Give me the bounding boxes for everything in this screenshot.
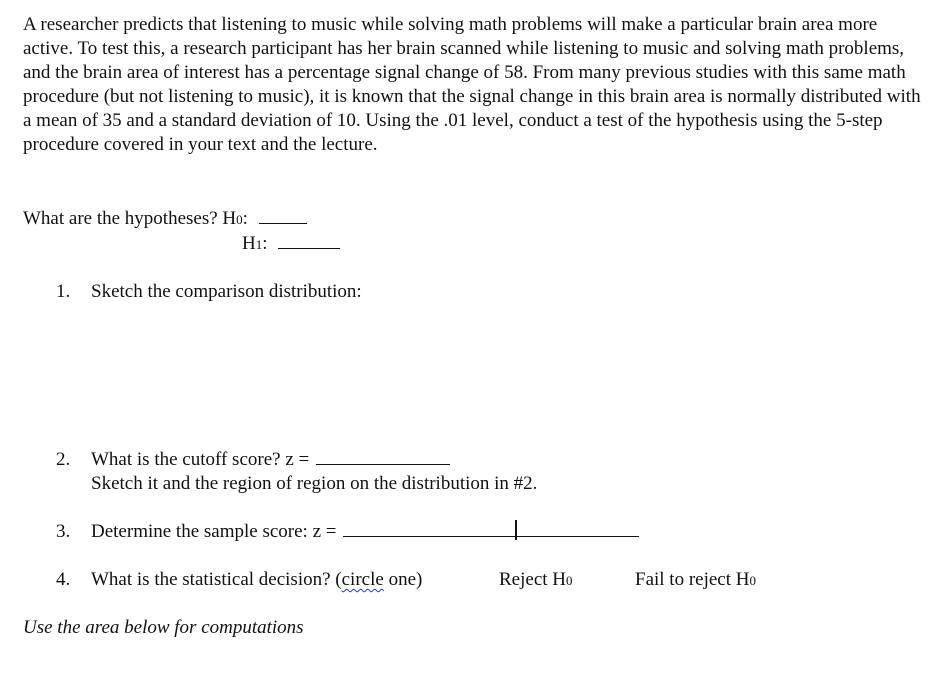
option-fail-subscript: 0 [749,573,756,588]
item-sample-score [91,520,639,544]
option-fail-label: Fail to reject H [635,569,750,590]
item-cutoff-score [91,448,450,472]
h1-label: H [242,233,256,254]
h1-colon: : [262,233,268,254]
hypotheses-h0-line [23,207,307,232]
circle-word: circle [341,569,384,590]
h1-blank[interactable] [278,247,340,249]
option-reject-subscript: 0 [566,573,573,588]
item-sketch-distribution: Sketch the comparison distribution: [91,281,362,302]
item-number-3: 3. [56,521,71,542]
option-reject-label: Reject H [499,569,567,590]
decision-question-end: one) [383,569,423,590]
item-number-4: 4. [56,569,71,590]
item-number-1: 1. [56,281,71,302]
hypotheses-h1-line [242,232,340,257]
item-number-2: 2. [56,449,71,470]
cutoff-question: What is the cutoff score? z = [91,449,310,470]
computations-note: Use the area below for computations [23,617,304,638]
decision-question: What is the statistical decision? ( [91,569,342,590]
h0-blank[interactable] [259,222,307,224]
h0-subscript: 0 [236,212,243,227]
option-reject[interactable] [499,568,573,593]
h1-subscript: 1 [255,237,263,252]
hypotheses-question: What are the hypotheses? H [23,208,237,229]
sample-score-blank-left[interactable] [343,535,515,537]
text-cursor [515,520,517,540]
h0-colon: : [242,208,248,229]
item-statistical-decision [91,568,422,592]
item-cutoff-subtext: Sketch it and the region of region on the distribution in #2. [91,473,538,494]
cutoff-blank[interactable] [316,463,450,465]
problem-statement: A researcher predicts that listening to music while solving math problems will make a particular brain area more active. To test this, a research participant has her brain scanned while listening to music and solving math problems, and the brain area of interest has a percentage signal change of 58. From many previous studies with this same math procedure (but not listening to music), it is known that the signal change in this brain area is normally distributed with a mean of 35 and a standard deviation of 10. Using the .01 level, conduct a test of the hypothesis using the 5-step procedure covered in your text and the lecture. [23,14,921,155]
sample-score-question: Determine the sample score: z = [91,521,337,542]
sample-score-blank-right[interactable] [517,535,639,537]
option-fail-to-reject[interactable] [635,568,756,593]
